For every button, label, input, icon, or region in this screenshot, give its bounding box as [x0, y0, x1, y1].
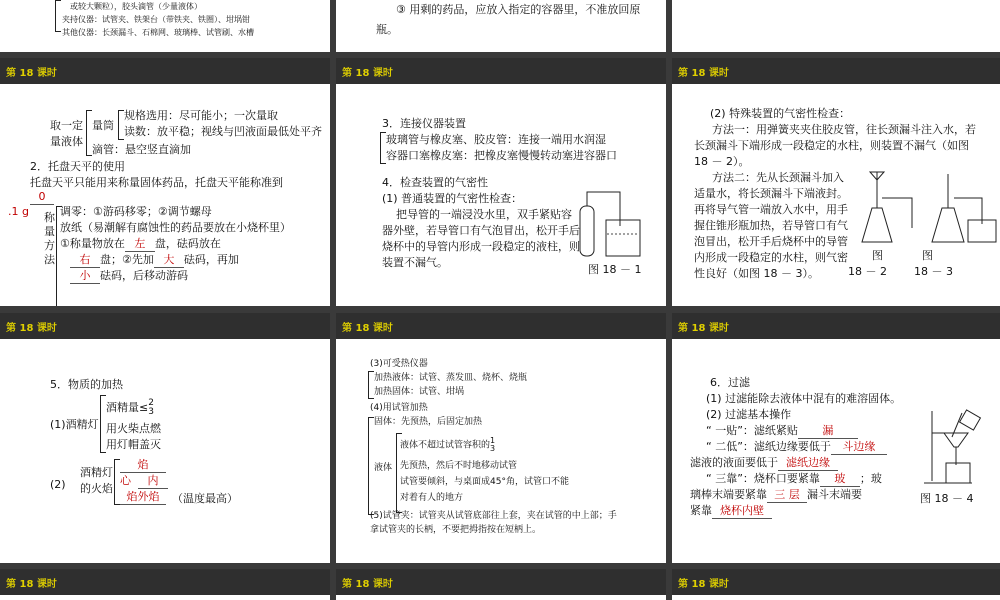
slide-0 — [0, 0, 330, 52]
special-sub: (2) 特殊装置的气密性检查： — [710, 107, 851, 120]
figure-18-1-caption: 图 18 － 1 — [588, 263, 642, 276]
airtight-p3: 烧杯中的导管内形成一段稳定的液柱，则 — [382, 240, 580, 253]
precision-tail: .1 g — [8, 205, 29, 218]
slide-header — [672, 58, 1000, 84]
s1-line2: 瓶。 — [376, 23, 398, 36]
lesson-label: 第 18 课时 — [6, 323, 57, 334]
blank-small: 小 — [70, 268, 100, 284]
lesson-label: 第 18 课时 — [6, 579, 57, 590]
rule-3e: 紧靠 烧杯内壁 — [690, 503, 772, 519]
tube-solid: 固体：先预热，后固定加热 — [374, 417, 483, 427]
method1-a: 方法一：用弹簧夹夹住胶皮管，往长颈漏斗注入水，若 — [712, 123, 976, 136]
fig-18-2: 18 － 2 — [848, 265, 887, 278]
filter-title: 6．过滤 — [710, 376, 750, 389]
extinguish-text: 用灯帽盖灭 — [106, 438, 161, 451]
slide-11 — [672, 569, 1000, 600]
lesson-label: 第 18 课时 — [678, 68, 729, 79]
slide-header — [0, 58, 330, 84]
method2-d: 握住锥形瓶加热，若导管口有气 — [694, 219, 848, 232]
slide-header — [336, 58, 666, 84]
method1-b: 长颈漏斗下端形成一段稳定的水柱，则装置不漏气（如图 — [694, 139, 969, 152]
flame-1: 焰 — [120, 457, 166, 473]
clamp-b: 拿试管夹的长柄，不要把拇指按在短柄上。 — [370, 525, 542, 535]
heat-title-3: (3)可受热仪器 — [370, 359, 428, 369]
method2-a: 方法二：先从长颈漏斗加入 — [712, 171, 844, 184]
flame-label-b: 的火焰 — [80, 482, 113, 495]
method-line1: ①称量物放在 左 盘，砝码放在 — [60, 237, 221, 250]
airtight-sub1: (1) 普通装置的气密性检查： — [382, 192, 523, 205]
rule-3c: 璃棒末端要紧靠 三 层 漏斗末端要 — [690, 488, 862, 501]
precision-blank: 0 — [30, 189, 54, 205]
s0-line1: 或较大颗粒），胶头滴管（少量液体） — [70, 2, 202, 11]
blank-right: 右 — [70, 252, 100, 268]
heat-solid: 加热固体：试管、坩埚 — [374, 387, 465, 397]
lesson-label: 第 18 课时 — [678, 579, 729, 590]
balance-para: 托盘天平只能用来称量固体药品，托盘天平能称准到 — [30, 176, 283, 189]
slide-header — [336, 569, 666, 595]
heat-liquid: 加热液体：试管、蒸发皿、烧杯、烧瓶 — [374, 373, 528, 383]
spec-text: 规格选用：尽可能小；一次量取 — [124, 109, 278, 122]
connect-1: 玻璃管与橡皮塞、胶皮管：连接一端用水润湿 — [386, 133, 606, 146]
alcohol-amount: 酒精量≤2 3 — [106, 398, 154, 417]
method2-g: 性良好（如图 18 － 3）。 — [694, 267, 819, 280]
rule-2: “ 二低”：滤纸边缘要低于 斗边缘 — [706, 439, 887, 455]
slide-5 — [672, 58, 1000, 306]
slide-9 — [0, 569, 330, 600]
connect-title: 3．连接仪器装置 — [382, 117, 466, 130]
lesson-label: 第 18 课时 — [6, 68, 57, 79]
lesson-label: 第 18 课时 — [342, 579, 393, 590]
method-line3: 小 砝码，后移动游码 — [70, 268, 188, 284]
slide-6 — [0, 313, 330, 563]
flame-3: 焰外焰 — [120, 489, 166, 505]
item2-label: (2) — [50, 478, 66, 491]
method2-e: 泡冒出，松开手后烧杯中的导管 — [694, 235, 848, 248]
slide-8 — [672, 313, 1000, 563]
liquid-4: 对着有人的地方 — [400, 493, 464, 503]
slide-7 — [336, 313, 666, 563]
weigh-label: 称量方法 — [44, 211, 55, 266]
connect-2: 容器口塞橡皮塞：把橡皮塞慢慢转动塞进容器口 — [386, 149, 617, 162]
s0-line3: 其他仪器：长颈漏斗、石棉网、玻璃棒、试管刷、水槽 — [62, 28, 254, 37]
read-text: 读数：放平稳；视线与凹液面最低处平齐 — [124, 125, 322, 138]
slide-3 — [0, 58, 330, 306]
measure-label-a: 取一定 — [50, 119, 83, 132]
max-temp: （温度最高） — [172, 492, 238, 505]
clamp-a: (5)试管夹：试管夹从试管底部往上套，夹在试管的中上部；手 — [370, 511, 617, 521]
zero-text: 调零：①游码移零；②调节螺母 — [60, 205, 212, 218]
lesson-label: 第 18 课时 — [342, 323, 393, 334]
airtight-p2: 器外壁，若导管口有气泡冒出，松开手后 — [382, 224, 580, 237]
figure-18-4-caption: 图 18 － 4 — [920, 492, 974, 505]
lesson-label: 第 18 课时 — [678, 323, 729, 334]
fig-18-3: 18 － 3 — [914, 265, 953, 278]
heat-title-4: (4)用试管加热 — [370, 403, 428, 413]
flame-label-a: 酒精灯 — [80, 466, 113, 479]
method2-b: 适量水，将长颈漏斗下端液封。 — [694, 187, 848, 200]
slide-header — [672, 569, 1000, 595]
slide-2 — [672, 0, 1000, 52]
figure-18-4 — [922, 407, 992, 487]
slide-4 — [336, 58, 666, 306]
s0-brace — [55, 0, 61, 32]
rule-1: “ 一贴”：滤纸紧贴 漏 — [706, 423, 858, 439]
cylinder-label: 量筒 — [92, 119, 114, 132]
method1-c: 18 － 2）。 — [694, 155, 750, 168]
s0-line2: 夹持仪器：试管夹、铁架台（带铁夹、铁圈）、坩埚钳 — [62, 15, 250, 24]
fig-word-2: 图 — [922, 249, 933, 262]
flame-2: 心 内 — [120, 473, 168, 489]
airtight-title: 4．检查装置的气密性 — [382, 176, 488, 189]
dropper-text: 滴管：悬空竖直滴加 — [92, 143, 191, 156]
slide-1 — [336, 0, 666, 52]
balance-title: 2．托盘天平的使用 — [30, 160, 125, 173]
light-text: 用火柴点燃 — [106, 422, 161, 435]
lamp-label: (1)酒精灯 — [50, 418, 99, 431]
heating-title: 5．物质的加热 — [50, 378, 123, 391]
figure-18-1 — [576, 186, 656, 266]
liquid-1: 液体不超过试管容积的1 3 — [400, 436, 496, 453]
frac-den: 3 — [148, 407, 154, 417]
place-text: 放纸（易潮解有腐蚀性的药品要放在小烧杯里） — [60, 221, 291, 234]
method2-f: 内形成一段稳定的水柱，则气密 — [694, 251, 848, 264]
s1-line1: ③ 用剩的药品，应放入指定的容器里，不准放回原 — [396, 3, 641, 16]
filter-p1: (1) 过滤能除去液体中混有的难溶固体。 — [706, 392, 902, 405]
rule-2c: 滤液的液面要低于 滤纸边缘 — [690, 455, 838, 471]
liquid-2: 先预热，然后不时地移动试管 — [400, 461, 518, 471]
filter-p2: (2) 过滤基本操作 — [706, 408, 792, 421]
rule-3: “ 三靠”：烧杯口要紧靠 玻 ；玻 — [706, 472, 882, 485]
tube-liquid-label: 液体 — [374, 463, 393, 473]
liquid-3: 试管要倾斜，与桌面成45°角，试管口不能 — [400, 477, 569, 487]
measure-label-b: 量液体 — [50, 135, 83, 148]
fig-word-1: 图 — [872, 249, 883, 262]
blank-left: 左 — [125, 236, 155, 252]
frac-num: 2 — [148, 398, 154, 408]
slide-header — [672, 313, 1000, 339]
blank-big: 大 — [154, 252, 184, 268]
figure-18-2-3 — [852, 168, 1000, 248]
slide-header — [0, 313, 330, 339]
lesson-label: 第 18 课时 — [342, 68, 393, 79]
method2-c: 再将导气管一端放入水中，用手 — [694, 203, 848, 216]
slide-header — [336, 313, 666, 339]
airtight-p4: 装置不漏气。 — [382, 256, 448, 269]
airtight-p1: 把导管的一端浸没水里，双手紧贴容 — [396, 208, 572, 221]
method-line2: 右 盘；②先加 大 砝码，再加 — [70, 252, 239, 268]
slide-10 — [336, 569, 666, 600]
slide-header — [0, 569, 330, 595]
